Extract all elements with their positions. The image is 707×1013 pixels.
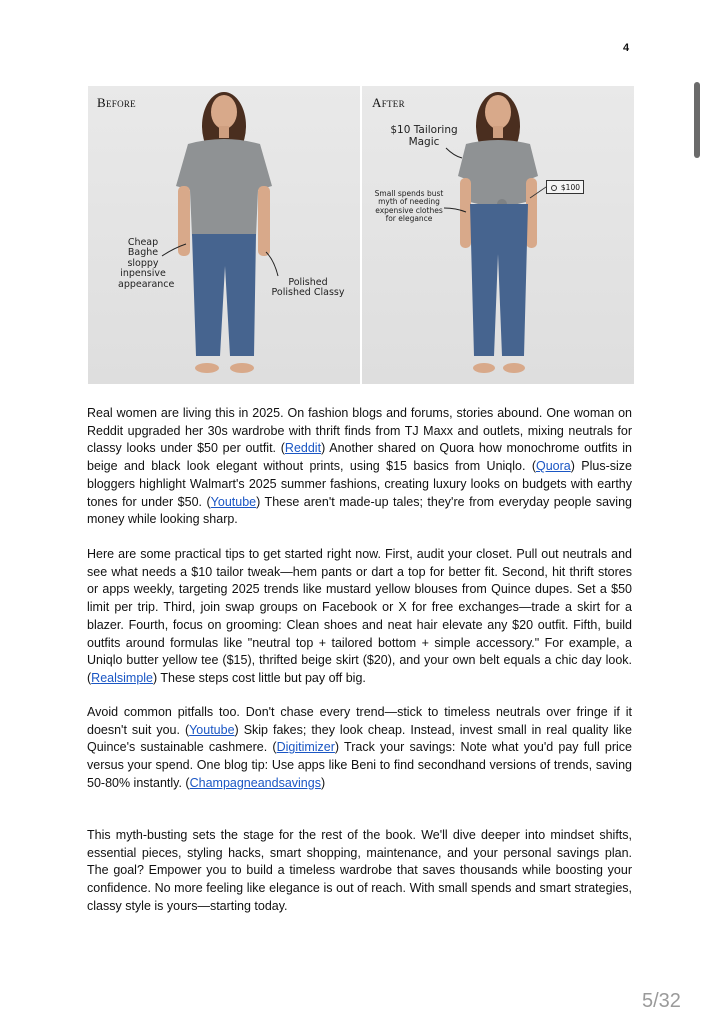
- annotation-cheap-text: Cheap Baghe sloppy inpensive appearance: [118, 237, 175, 290]
- tailored-jeans: [470, 204, 528, 356]
- paragraph-real-women: [87, 405, 632, 529]
- link-youtube-2[interactable]: Youtube: [189, 722, 235, 737]
- annotation-cheap: [118, 237, 175, 290]
- price-tag-label: $100: [560, 183, 580, 192]
- arrow-polished: [266, 252, 278, 276]
- paragraph-myth-busting: [87, 827, 632, 916]
- right-arm: [258, 186, 270, 256]
- page-counter: 5/32: [642, 990, 681, 1012]
- paragraph-pitfalls: [87, 704, 632, 793]
- right-foot: [503, 363, 525, 373]
- page-number: 4: [623, 42, 630, 54]
- annotation-tailoring-text: $10 Tailoring Magic: [390, 124, 458, 148]
- p3-text-2: ) Skip fakes; they look cheap. Instead, invest small in real quality like Quince's sustainable cashmere. (: [87, 722, 632, 755]
- p2-text-2: ) These steps cost little but pay off big.: [153, 670, 366, 685]
- annotation-small-spends-text: Small spends bust myth of needing expensive clothes for elegance: [374, 189, 444, 223]
- p2-text-1: Here are some practical tips to get started right now. First, audit your closet. Pull out neutrals and see what needs a $10 tailor tweak—hem pants or dart a top for better fit. Second, hit thrift stores or apps weekly, targeting 2025 trends like mustard yellow blouses from Quince dupes. Set a $50 limit per trip. Third, join swap groups on Facebook or X for free exchanges—trade a skirt for a blazer. Fourth, focus on grooming: Clean shoes and neat hair elevate any $20 outfit. Fifth, build outfits around formulas like "neutral top + tailored bottom + simple accessory." For example, a Uniqlo butter yellow tee ($15), thrifted beige skirt ($20), and your own belt equals a chic day look. (: [87, 547, 632, 685]
- annotation-small-spends: [372, 190, 446, 223]
- p3-text-1: Avoid common pitfalls too. Don't chase every trend—stick to timeless neutrals over fringe if it doesn't suit you. (: [87, 705, 632, 737]
- p3-text-3: ) Track your savings: Note what you'd pay full price versus your spend. One blog tip: Use apps like Beni to find secondhand versions of trends, saving 50-80% instantly. (: [87, 740, 632, 790]
- arrow-tailoring: [446, 148, 462, 158]
- left-foot: [473, 363, 495, 373]
- p1-text-4: ) These aren't made-up tales; they're from everyday people saving money while looking sharp.: [87, 494, 632, 527]
- tag-hole-icon: [551, 185, 557, 191]
- p1-text-2: ) Another shared on Quora how monochrome outfits in beige and black look elegant without prints, using $15 basics from Uniqlo. (: [87, 441, 632, 474]
- neck: [219, 126, 229, 138]
- scrollbar-thumb[interactable]: [694, 82, 700, 158]
- before-panel: [88, 86, 360, 384]
- p1-text-3: ) Plus-size bloggers highlight Walmart's 2025 summer fashions, creating luxury looks on budgets with earthy tones for under $50. (: [87, 459, 632, 509]
- after-title: After: [372, 95, 405, 110]
- after-panel: [362, 86, 634, 384]
- loose-tshirt: [176, 139, 272, 241]
- link-champagneandsavings[interactable]: Champagneandsavings: [189, 775, 321, 790]
- neck: [493, 126, 503, 138]
- before-woman-illustration: [88, 86, 360, 384]
- link-digitimizer[interactable]: Digitimizer: [276, 740, 335, 755]
- head: [211, 95, 237, 129]
- head: [485, 95, 511, 129]
- before-after-figure: [88, 86, 634, 384]
- p4-text-1: This myth-busting sets the stage for the rest of the book. We'll dive deeper into mindset shifts, essential pieces, styling hacks, smart shopping, maintenance, and your personal savings plan. The goal? Empower you to build a timeless wardrobe that saves thousands while boosting your confidence. No more feeling like elegance is out of reach. With small spends and smart strategies, classy style is yours—starting today.: [87, 828, 632, 913]
- link-realsimple[interactable]: Realsimple: [91, 670, 154, 685]
- left-arm: [460, 178, 471, 248]
- left-arm: [178, 186, 190, 256]
- jeans: [192, 234, 256, 356]
- annotation-polished: [268, 278, 348, 299]
- p3-text-4: ): [320, 775, 326, 790]
- before-title: Before: [97, 95, 136, 110]
- link-quora[interactable]: Quora: [536, 459, 571, 474]
- annotation-polished-text: Polished Polished Classy: [271, 277, 345, 299]
- annotation-tailoring: [386, 125, 462, 148]
- left-foot: [195, 363, 219, 373]
- link-reddit[interactable]: Reddit: [284, 441, 322, 456]
- paragraph-practical-tips: [87, 546, 632, 688]
- p1-text-1: Real women are living this in 2025. On fashion blogs and forums, stories abound. One woman on Reddit upgraded her 30s wardrobe with thrift finds from TJ Maxx and outlets, mixing neutrals for classy looks under $50 per outfit. (: [87, 406, 632, 456]
- price-tag: [546, 180, 584, 194]
- right-foot: [230, 363, 254, 373]
- link-youtube-1[interactable]: Youtube: [210, 494, 257, 509]
